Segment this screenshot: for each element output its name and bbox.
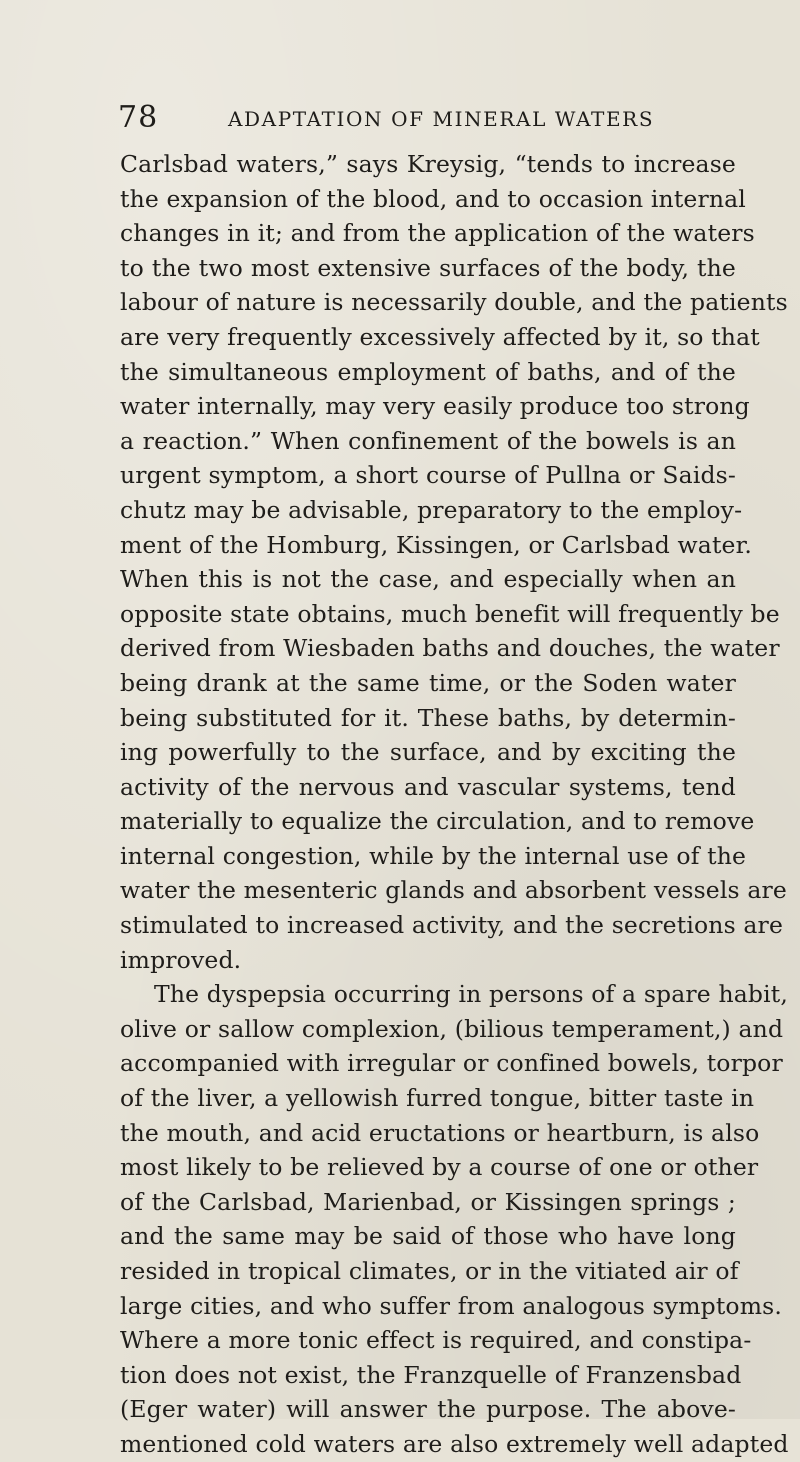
- text-line: chutz may be advisable, preparatory to the employ-: [120, 495, 743, 524]
- paragraph-start-line: The dyspepsia occurring in persons of a spare habit,: [154, 980, 788, 1009]
- text-line: water internally, may very easily produce too strong: [120, 392, 750, 421]
- text-line: olive or sallow complexion, (bilious temperament,) and: [120, 1014, 784, 1043]
- text-line: most likely to be relieved by a course of one or other: [120, 1153, 759, 1182]
- text-line: resided in tropical climates, or in the vitiated air of: [120, 1257, 739, 1285]
- text-line: When this is not the case, and especially when an: [120, 565, 736, 594]
- text-line: a reaction.” When confinement of the bowels is an: [120, 426, 736, 455]
- text-line: labour of nature is necessarily double, and the patients: [120, 288, 788, 317]
- text-line: water the mesenteric glands and absorbent vessels are: [120, 876, 787, 905]
- text-line: large cities, and who suffer from analogous symptoms.: [120, 1291, 782, 1320]
- text-line: the simultaneous employment of baths, and of the: [120, 357, 736, 386]
- text-line: materially to equalize the circulation, and to remove: [120, 807, 755, 836]
- text-line: ment of the Homburg, Kissingen, or Carlsbad water.: [120, 530, 753, 559]
- text-line: and the same may be said of those who have long: [120, 1222, 736, 1251]
- text-line: are very frequently excessively affected by it, so that: [120, 322, 760, 351]
- text-line: of the liver, a yellowish furred tongue, bitter taste in: [120, 1084, 755, 1113]
- text-line: stimulated to increased activity, and the secretions are: [120, 911, 784, 940]
- page-header: [118, 98, 728, 142]
- text-line: opposite state obtains, much benefit will frequently be: [120, 599, 780, 628]
- text-line: accompanied with irregular or confined bowels, torpor: [120, 1049, 783, 1078]
- text-line: Where a more tonic effect is required, and constipa-: [120, 1326, 752, 1355]
- text-line: changes in it; and from the application of the waters: [120, 219, 755, 248]
- text-line: urgent symptom, a short course of Pullna or Saids-: [120, 461, 736, 490]
- text-line: activity of the nervous and vascular systems, tend: [120, 772, 736, 801]
- text-line: ing powerfully to the surface, and by exciting the: [120, 738, 736, 767]
- text-line: mentioned cold waters are also extremely well adapted: [120, 1429, 789, 1458]
- text-line: internal congestion, while by the internal use of the: [120, 841, 747, 870]
- body-text: [120, 147, 789, 1462]
- text-line: to the two most extensive surfaces of the body, the: [120, 253, 736, 282]
- paragraph-end-line: improved.: [120, 945, 242, 974]
- text-line: derived from Wiesbaden baths and douches, the water: [120, 634, 780, 663]
- text-line: the expansion of the blood, and to occasion internal: [120, 184, 746, 213]
- running-head: ADAPTATION OF MINERAL WATERS: [228, 107, 655, 131]
- text-line: being substituted for it. These baths, by determin-: [120, 703, 736, 732]
- text-line: of the Carlsbad, Marienbad, or Kissingen springs ;: [120, 1187, 736, 1216]
- text-line: being drank at the same time, or the Soden water: [120, 668, 736, 697]
- text-line: the mouth, and acid eructations or heartburn, is also: [120, 1118, 760, 1147]
- text-line: (Eger water) will answer the purpose. The above-: [120, 1395, 736, 1424]
- text-line: tion does not exist, the Franzquelle of Franzensbad: [120, 1360, 742, 1389]
- text-line: Carlsbad waters,” says Kreysig, “tends to increase: [120, 150, 736, 178]
- page-number: 78: [118, 100, 159, 135]
